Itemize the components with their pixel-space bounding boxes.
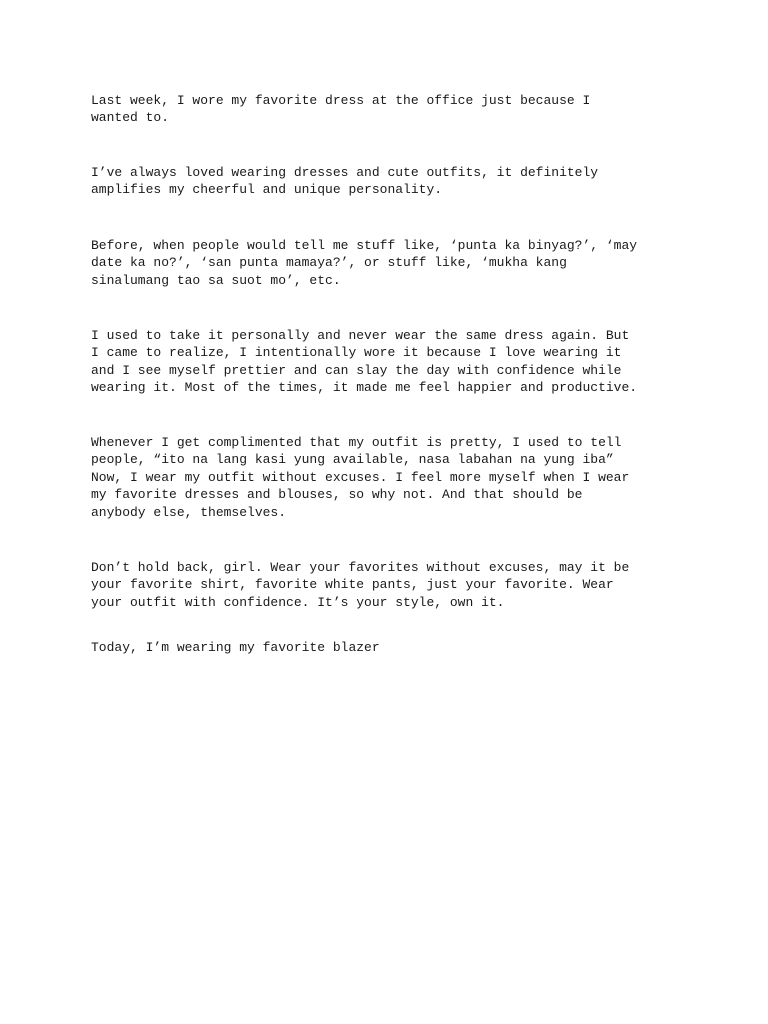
text-line: people, “ito na lang kasi yung available, nasa labahan na yung iba” xyxy=(91,452,614,468)
text-line: Today, I’m wearing my favorite blazer xyxy=(91,640,380,655)
text-line: amplifies my cheerful and unique personality. xyxy=(91,182,443,198)
text-line: wearing it. Most of the times, it made me feel happier and productive. xyxy=(91,380,638,396)
text-line: Last week, I wore my favorite dress at the office just because I xyxy=(91,93,591,108)
text-line: your outfit with confidence. It’s your style, own it. xyxy=(91,594,505,610)
paragraph-2 xyxy=(91,164,711,199)
text-line: sinalumang tao sa suot mo’, etc. xyxy=(91,272,341,288)
text-line: I came to realize, I intentionally wore it because I love wearing it xyxy=(91,345,622,361)
text-line: date ka no?’, ‘san punta mamaya?’, or stuff like, ‘mukha kang xyxy=(91,255,567,271)
paragraph-7 xyxy=(91,639,711,656)
paragraph-1 xyxy=(91,92,711,127)
text-line: wanted to. xyxy=(91,110,170,126)
text-line: Whenever I get complimented that my outfit is pretty, I used to tell xyxy=(91,435,622,450)
text-line: my favorite dresses and blouses, so why not. And that should be xyxy=(91,487,583,503)
paragraph-5 xyxy=(91,434,711,521)
paragraph-4 xyxy=(91,327,711,397)
paragraph-6 xyxy=(91,559,711,611)
text-line: Before, when people would tell me stuff like, ‘punta ka binyag?’, ‘may xyxy=(91,238,638,253)
text-line: I’ve always loved wearing dresses and cute outfits, it definitely xyxy=(91,165,599,180)
text-line: and I see myself prettier and can slay the day with confidence while xyxy=(91,362,622,378)
text-line: anybody else, themselves. xyxy=(91,504,287,520)
paragraph-3 xyxy=(91,237,711,289)
text-line: your favorite shirt, favorite white pants, just your favorite. Wear xyxy=(91,577,614,593)
text-line: Now, I wear my outfit without excuses. I feel more myself when I wear xyxy=(91,469,630,485)
text-line: I used to take it personally and never wear the same dress again. But xyxy=(91,328,630,343)
text-line: Don’t hold back, girl. Wear your favorites without excuses, may it be xyxy=(91,560,630,575)
